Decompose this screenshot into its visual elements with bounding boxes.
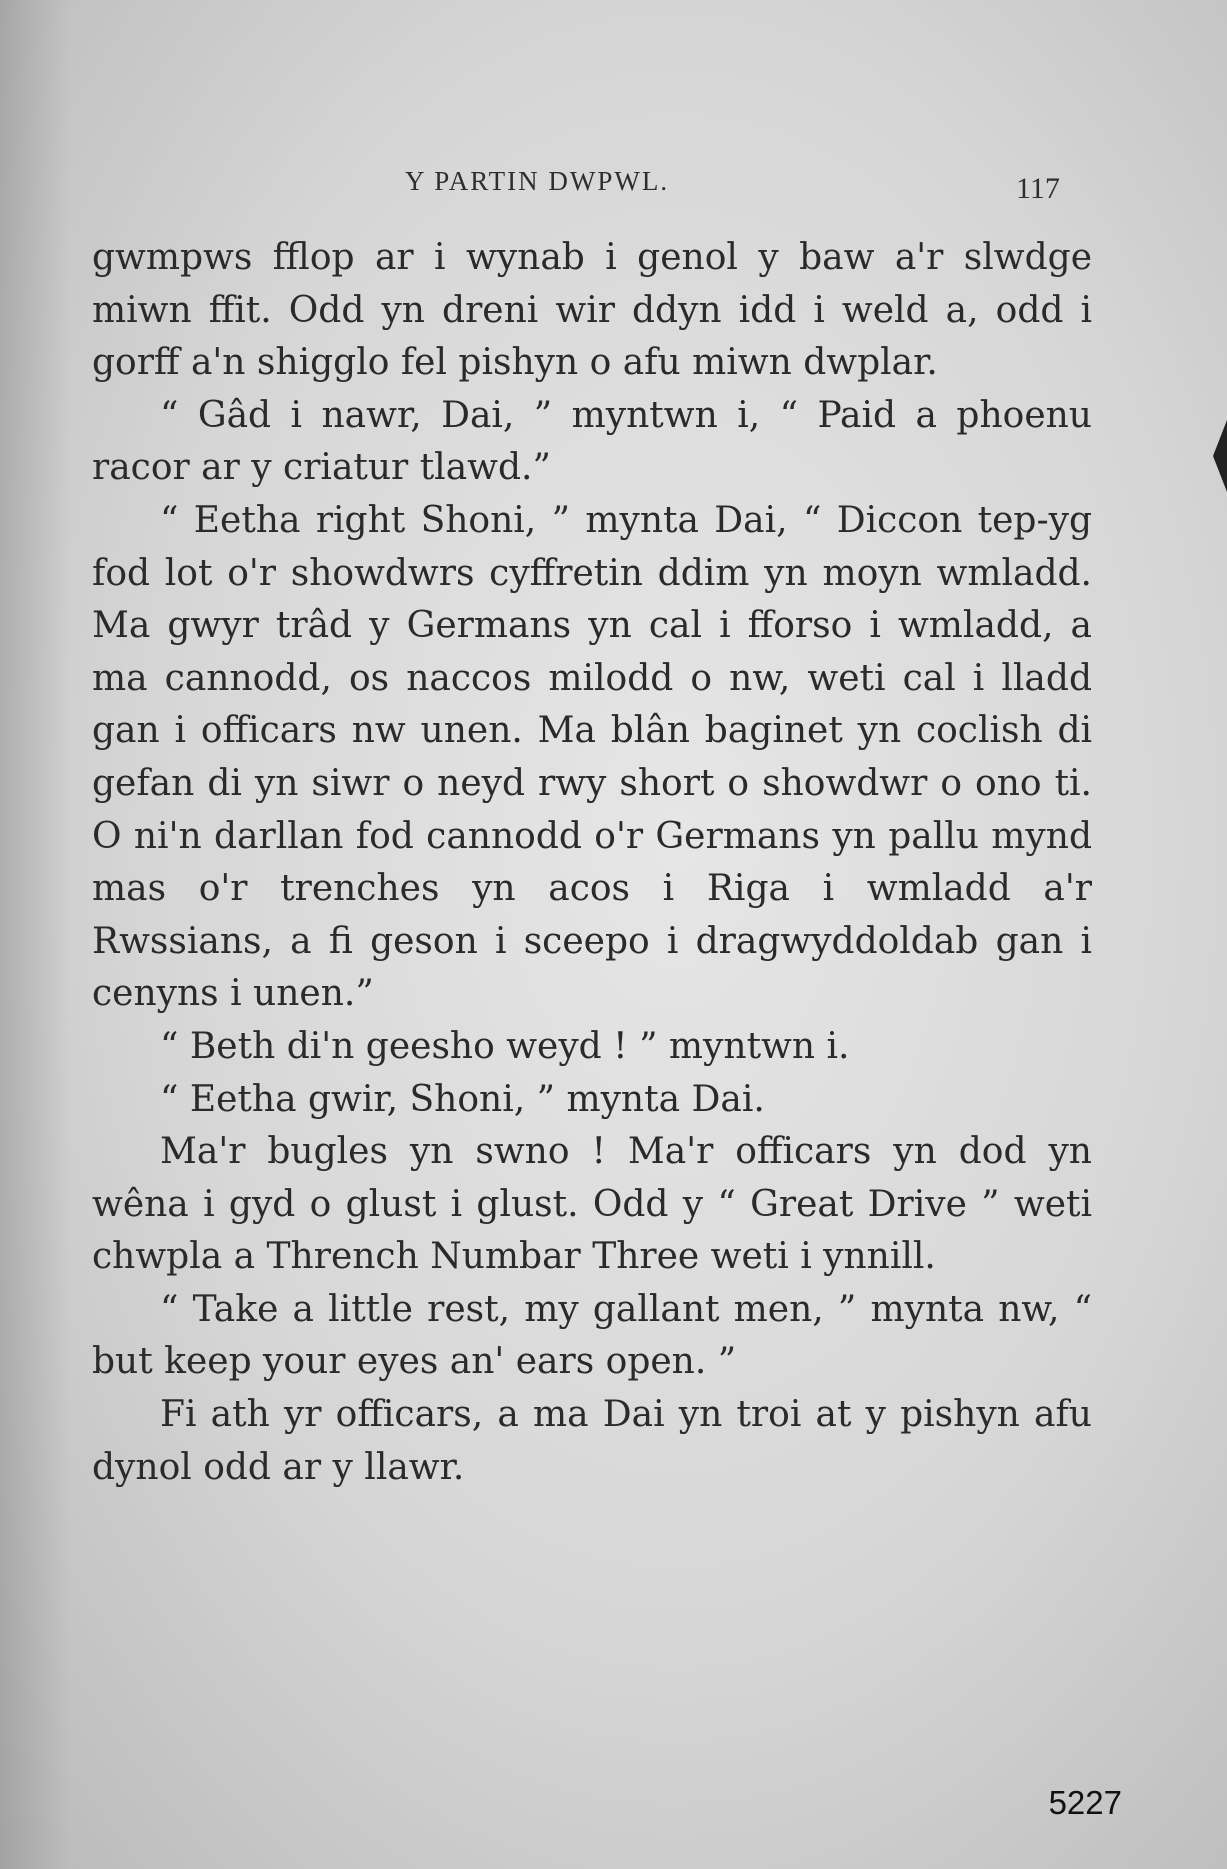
paragraph: “ Eetha gwir, Shoni, ” mynta Dai. (160, 1078, 765, 1120)
page-edge-tab (1213, 420, 1227, 492)
body-text (92, 232, 1092, 1494)
running-head-title: Y PARTIN DWPWL. (405, 166, 670, 196)
paragraph: gwmpws fflop ar i wynab i genol y baw a'r slwdge miwn ffit. Odd yn dreni wir ddyn idd i weld a, odd i gorff a'n shigglo fel pishyn o afu miwn dwplar. (92, 237, 1092, 384)
binding-shadow (0, 0, 70, 1869)
page-number: 117 (1016, 172, 1060, 205)
paragraph: Fi ath yr officars, a ma Dai yn troi at y pishyn afu dynol odd ar y llawr. (92, 1394, 1092, 1488)
paragraph: “ Beth di'n geesho weyd ! ” myntwn i. (160, 1025, 850, 1067)
paragraph: “ Take a little rest, my gallant men, ” mynta nw, “ but keep your eyes an' ears open. ” (92, 1288, 1092, 1383)
paragraph: “ Eetha right Shoni, ” mynta Dai, “ Diccon tep-yg fod lot o'r showdwrs cyffretin ddim yn moyn wmladd. Ma gwyr trâd y Germans yn cal i fforso i wmladd, a ma cannodd, os naccos milodd o nw, weti cal i lladd gan i officars nw unen. Ma blân baginet yn coclish di gefan di yn siwr o neyd rwy short o showdwr o ono ti. O ni'n darllan fod cannodd o'r Germans yn pallu mynd mas o'r trenches yn acos i Riga i wmladd a'r Rwssians, a fi geson i sceepo i dragwyddoldab gan i cenyns i unen.” (92, 499, 1092, 1015)
paragraph: Ma'r bugles yn swno ! Ma'r officars yn dod yn wêna i gyd o glust i glust. Odd y “ Great Drive ” weti chwpla a Thrench Numbar Three weti i ynnill. (92, 1131, 1092, 1278)
paragraph: “ Gâd i nawr, Dai, ” myntwn i, “ Paid a phoenu racor ar y criatur tlawd.” (92, 394, 1092, 489)
catalog-number: 5227 (1048, 1784, 1122, 1821)
running-head (0, 166, 1227, 206)
